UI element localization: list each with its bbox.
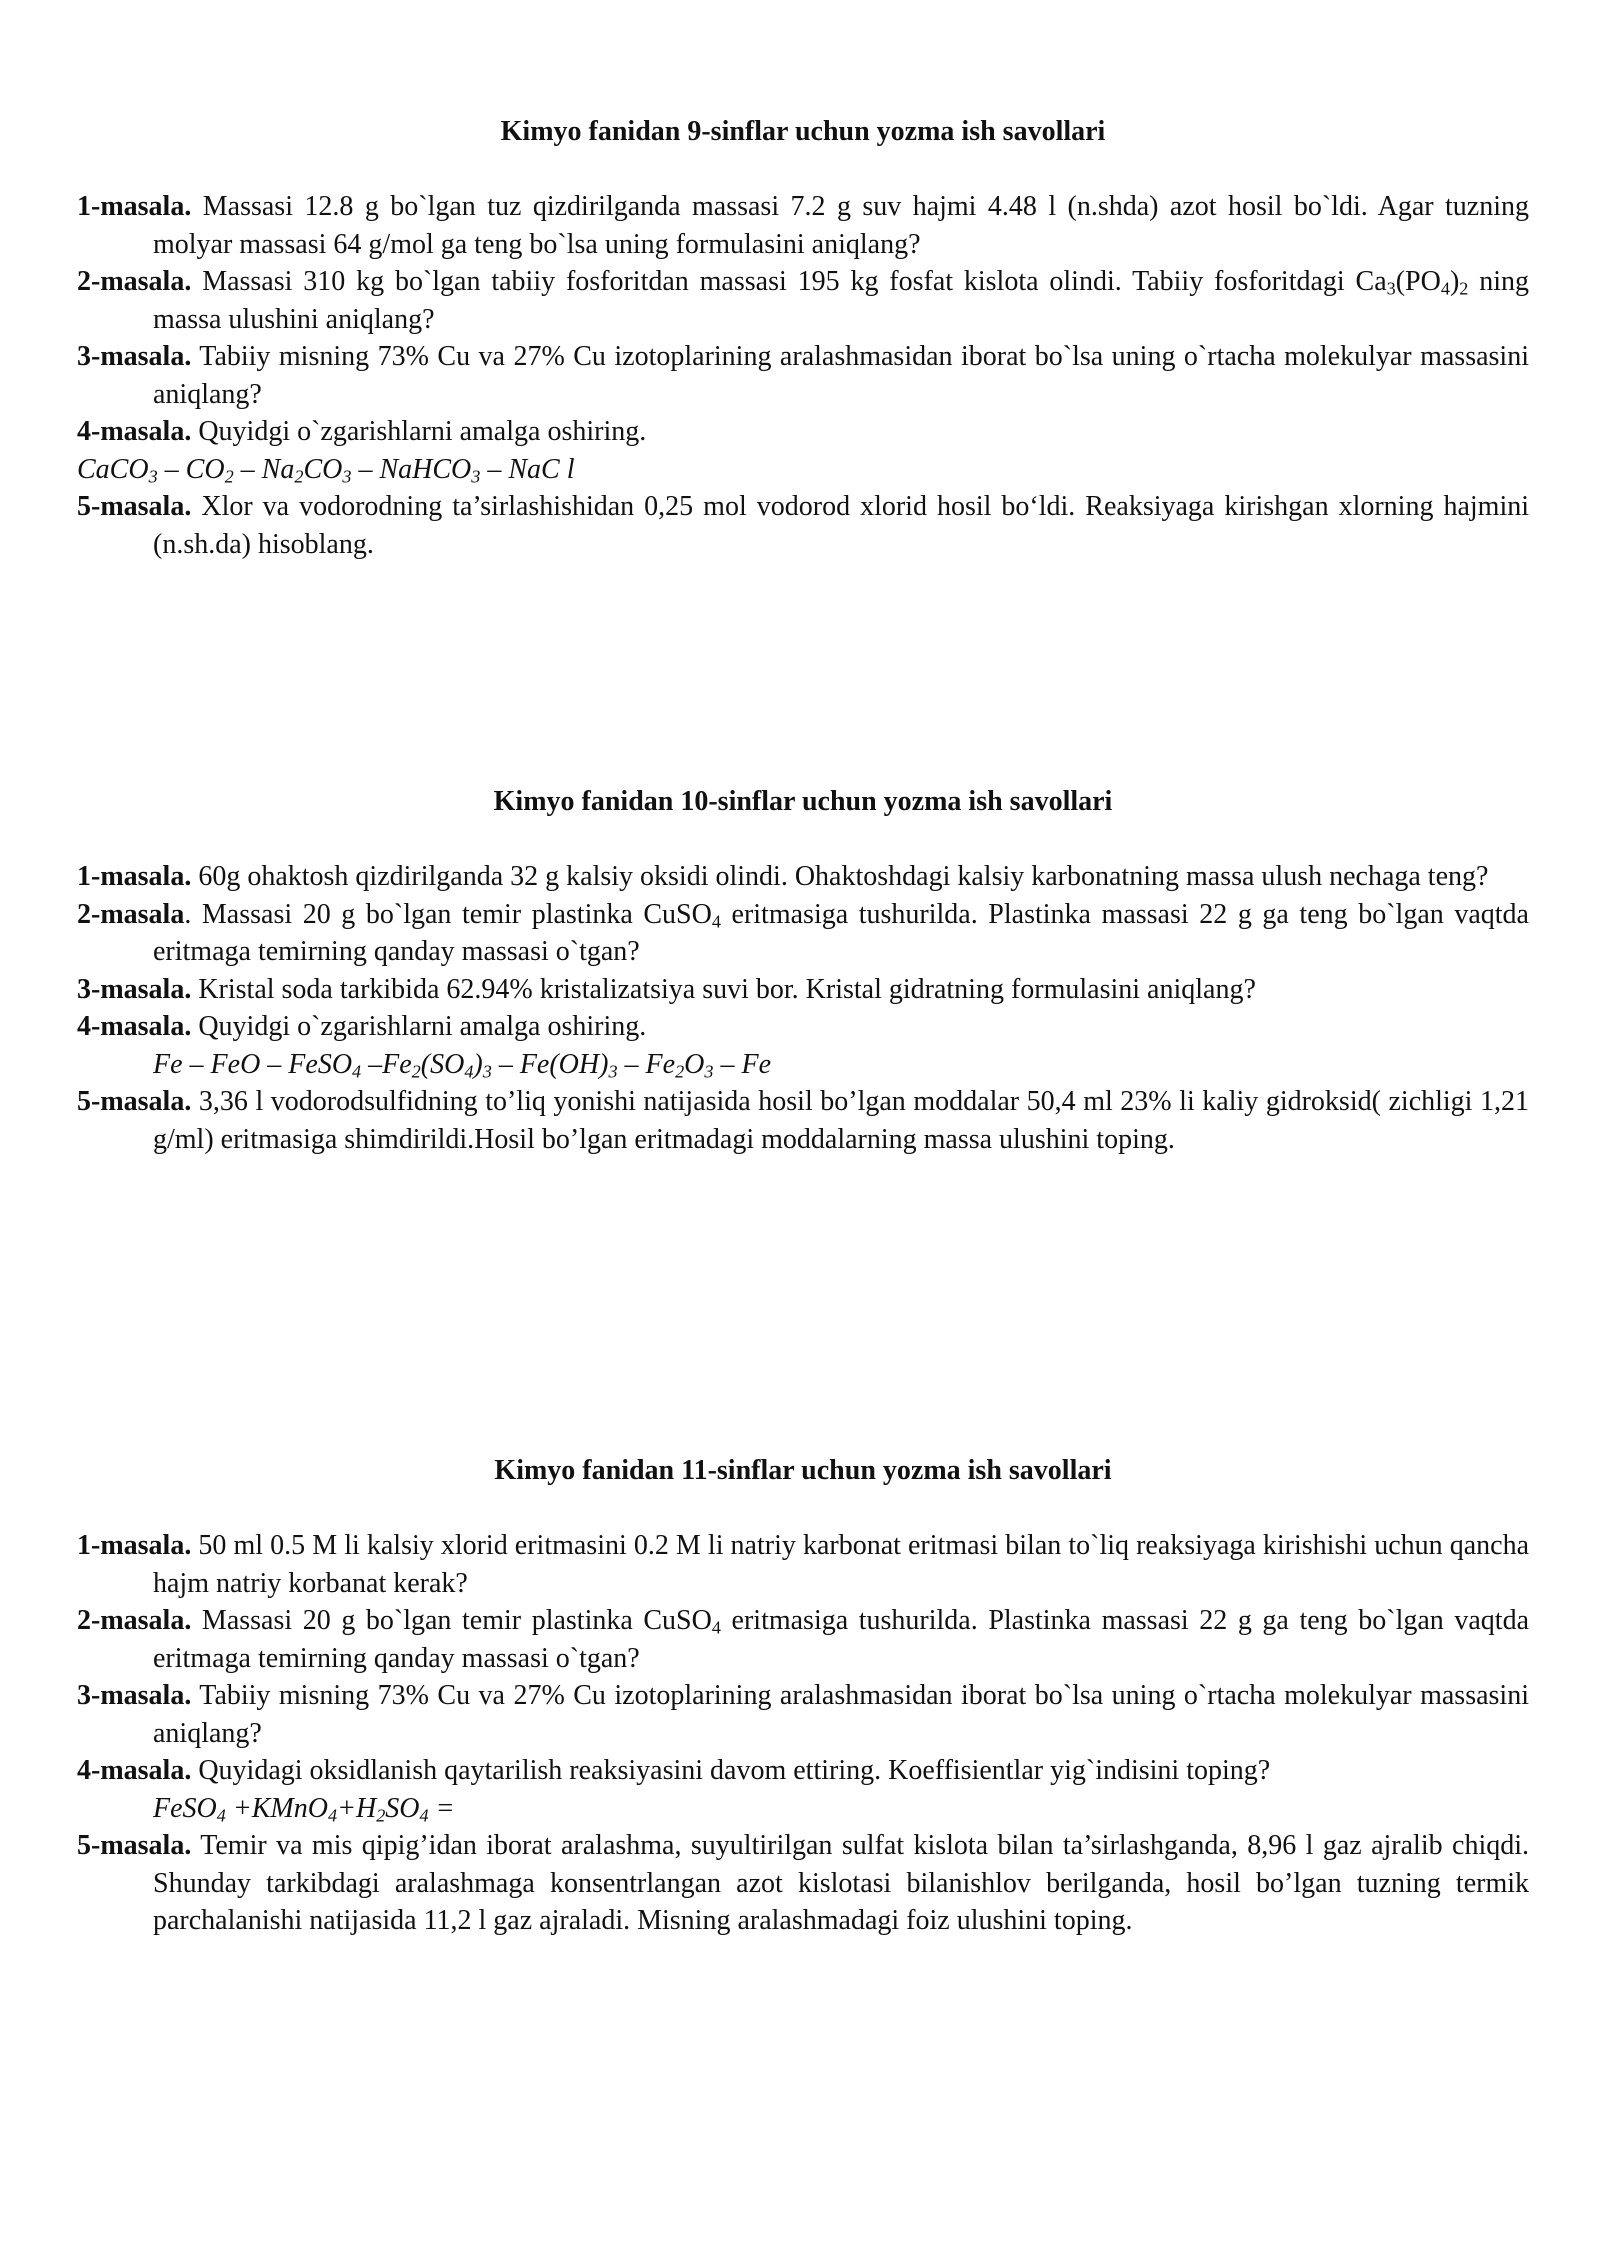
formula-part: SO [385,1792,420,1824]
formula-part: – NaC l [480,453,575,485]
subscript: 2 [376,1805,386,1826]
problem-3 [77,971,1529,1009]
formula-part: – Fe [617,1048,676,1080]
subscript: 3 [471,466,481,487]
problem-number: 5-masala. [77,1086,192,1117]
problem-text: (PO [1395,266,1441,297]
problem-number: 2-masala. [77,266,192,297]
formula-part: (SO [420,1048,465,1080]
problem-5 [77,1083,1529,1158]
problem-1 [77,858,1529,896]
problem-text: 3,36 l vodorodsulfidning to’liq yonishi natijasida hosil bo’lgan moddalar 50,4 ml 23% li kaliy gidroksid( zichligi 1,21 g/ml) eritmasiga shimdirildi.Hosil bo’lgan eritmadagi moddalarning massa ulushini toping. [153,1086,1530,1155]
problem-number: 4-masala. [77,1755,192,1786]
formula-part: – NaHCO [351,453,472,485]
section-title: Kimyo fanidan 9-sinflar uchun yozma ish savollari [500,116,1106,147]
problem-number: 1-masala. [77,191,192,222]
section-title: Kimyo fanidan 11-sinflar uchun yozma ish savollari [494,1455,1112,1486]
subscript: 2 [1459,278,1469,299]
subscript: 2 [224,466,234,487]
problem-4 [77,413,1529,451]
formula-part: CaCO [77,453,149,485]
problem-1 [77,188,1529,263]
problem-text: eritmasiga tushurilda. Plastinka massasi 22 g ga teng bo`lgan vaqtda eritmaga temirning qanday massasi o`tgan? [153,1605,1530,1674]
subscript: 2 [294,466,304,487]
section-grade-11 [77,1452,1529,1940]
formula-part: – Fe(OH) [491,1048,609,1080]
problem-text: Temir va mis qipig’idan iborat aralashma, suyultirilgan sulfat kislota bilan ta’sirlashganda, 8,96 l gaz ajralib chiqdi. Shunday tarkibdagi aralashmaga konsentrlangan azot kislotasi bilanishlov berilganda, hosil bo’lgan tuzning termik parchalanishi natijasida 11,2 l gaz ajraladi. Misning aralashmadagi foiz ulushini toping. [153,1830,1530,1936]
subscript: 4 [464,1061,474,1082]
problem-text: eritmasiga tushurilda. Plastinka massasi 22 g ga teng bo`lgan vaqtda eritmaga temirning qanday massasi o`tgan? [153,898,1529,967]
formula-part: = [428,1792,455,1824]
problem-2 [77,1602,1529,1677]
subscript: 3 [704,1061,714,1082]
subscript: 3 [148,466,158,487]
section-title: Kimyo fanidan 10-sinflar uchun yozma ish savollari [493,786,1113,817]
problem-5 [77,1827,1529,1940]
formula-part: ) [473,1048,483,1080]
formula-part: O [684,1048,705,1080]
problem-number: 3-masala. [77,341,192,372]
reaction-equation [77,1790,1529,1828]
problem-text: Xlor va vodorodning ta’sirlashishidan 0,25 mol vodorod xlorid hosil bo‘ldi. Reaksiyaga kirishgan xlorning hajmini (n.sh.da) hisoblang. [153,491,1530,560]
problem-3 [77,338,1529,413]
problem-4 [77,1008,1529,1046]
problem-text: 50 ml 0.5 M li kalsiy xlorid eritmasini 0.2 M li natriy karbonat eritmasi bilan to`liq reaksiyaga kirishishi uchun qancha hajm natriy korbanat kerak? [153,1530,1529,1599]
formula-part: CO [303,453,343,485]
formula-part: Fe – FeO – FeSO [153,1048,353,1080]
problem-number: 5-masala. [77,1830,192,1861]
problem-text: ) [1449,266,1460,297]
problem-number: 4-masala. [77,1011,192,1042]
subscript: 4 [711,911,721,932]
problem-number: 5-masala. [77,491,192,522]
problem-text: . Massasi 20 g bo`lgan temir plastinka CuSO [184,898,712,930]
problem-text: Quyidgi o`zgarishlarni amalga oshiring. [198,416,647,447]
problem-number: 1-masala. [77,861,192,892]
subscript: 2 [411,1061,421,1082]
subscript: 4 [352,1061,362,1082]
formula-part: +KMnO [225,1792,328,1824]
problem-4 [77,1752,1529,1790]
subscript: 4 [1440,278,1450,299]
formula-part: –Fe [361,1048,412,1080]
problem-text: Tabiiy misning 73% Cu va 27% Cu izotoplarining aralashmasidan iborat bo`lsa uning o`rtacha molekulyar massasini aniqlang? [153,341,1529,410]
subscript: 4 [419,1805,429,1826]
problem-number: 3-masala. [77,973,192,1005]
problem-text: Massasi 20 g bo`lgan temir plastinka CuSO [201,1605,712,1636]
problem-text: Kristal soda tarkibida 62.94% kristalizatsiya suvi bor. Kristal gidratning formulasini aniqlang? [198,973,1256,1005]
problem-number: 4-masala. [77,416,192,447]
subscript: 4 [216,1805,226,1826]
subscript: 4 [711,1617,721,1638]
reaction-chain [77,1046,1529,1084]
problem-text: ning massa ulushini aniqlang? [153,266,1530,335]
problem-3 [77,1677,1529,1752]
subscript: 3 [1386,278,1396,299]
problem-text: 60g ohaktosh qizdirilganda 32 g kalsiy oksidi olindi. Ohaktoshdagi kalsiy karbonatning massa ulush nechaga teng? [198,861,1489,892]
formula-part: – CO [157,453,225,485]
problem-text: Massasi 12.8 g bo`lgan tuz qizdirilganda massasi 7.2 g suv hajmi 4.48 l (n.shda) azot hosil bo`ldi. Agar tuzning molyar massasi 64 g/mol ga teng bo`lsa uning formulasini aniqlang? [153,191,1530,260]
subscript: 4 [327,1805,338,1826]
section-grade-10 [77,783,1529,1158]
formula-part: +H [337,1792,377,1824]
formula-part: – Fe [713,1048,772,1080]
problem-2 [77,263,1529,338]
problem-5 [77,488,1529,563]
problem-text: Quyidgi o`zgarishlarni amalga oshiring. [198,1011,647,1042]
problem-text: Massasi 310 kg bo`lgan tabiiy fosforitdan massasi 195 kg fosfat kislota olindi. Tabiiy fosforitdagi Ca [202,266,1387,297]
problem-text: Tabiiy misning 73% Cu va 27% Cu izotoplarining aralashmasidan iborat bo`lsa uning o`rtacha molekulyar massasini aniqlang? [153,1680,1529,1749]
subscript: 2 [675,1061,685,1082]
problem-number: 2-masala [77,898,185,930]
problem-1 [77,1527,1529,1602]
subscript: 3 [342,466,352,487]
subscript: 3 [608,1061,618,1082]
reaction-chain [77,451,1529,489]
problem-number: 2-masala. [77,1605,192,1636]
problem-2 [77,896,1529,971]
problem-text: Quyidagi oksidlanish qaytarilish reaksiyasini davom ettiring. Koeffisientlar yig`indisini toping? [198,1755,1271,1786]
formula-part: – Na [233,453,295,485]
formula-part: FeSO [153,1792,217,1824]
section-grade-9 [77,113,1529,563]
problem-number: 1-masala. [77,1530,192,1561]
subscript: 3 [482,1061,492,1082]
problem-number: 3-masala. [77,1680,192,1711]
